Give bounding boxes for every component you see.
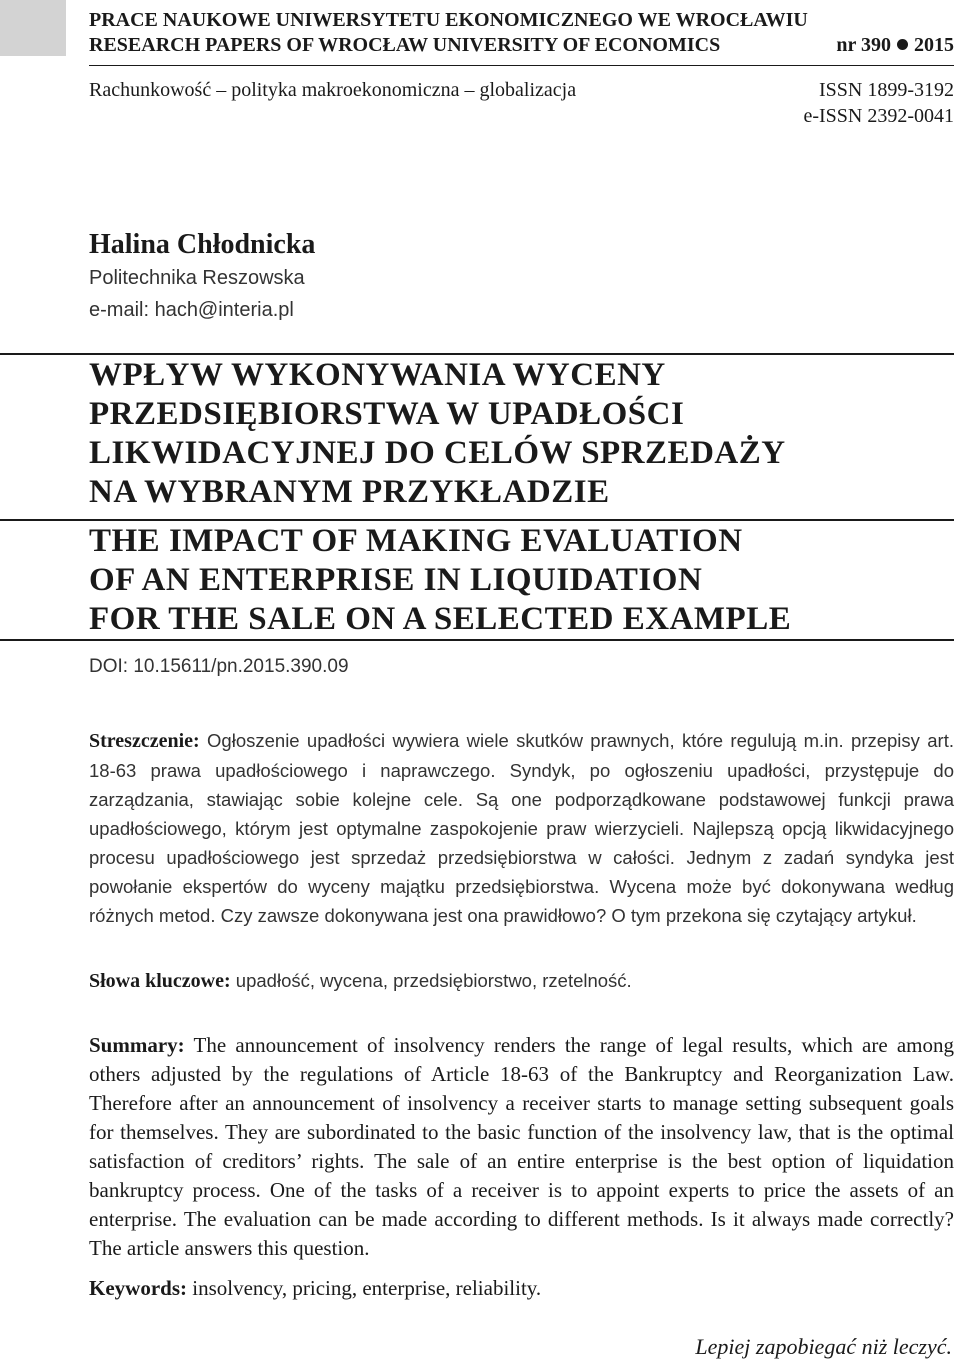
title-english bbox=[89, 522, 954, 639]
journal-name-pl: PRACE NAUKOWE UNIWERSYTETU EKONOMICZNEGO WE WROCŁAWIU bbox=[89, 9, 808, 31]
abstract-pl-label: Streszczenie: bbox=[89, 730, 200, 752]
author-block bbox=[89, 228, 315, 326]
keywords-en-label: Keywords: bbox=[89, 1276, 187, 1300]
title-divider-middle bbox=[0, 519, 954, 521]
header-divider bbox=[89, 65, 954, 66]
motto: Lepiej zapobiegać niż leczyć. bbox=[695, 1334, 952, 1359]
keywords-pl-label: Słowa kluczowe: bbox=[89, 970, 231, 992]
title-pl-line: LIKWIDACYJNEJ DO CELÓW SPRZEDAŻY bbox=[89, 435, 786, 471]
issue-number: nr 390 bbox=[836, 34, 891, 56]
title-pl-line: NA WYBRANYM PRZYKŁADZIE bbox=[89, 474, 610, 510]
issue-info bbox=[836, 33, 954, 58]
title-divider-bottom bbox=[0, 639, 954, 641]
issue-year: 2015 bbox=[914, 34, 954, 56]
author-affiliation: Politechnika Reszowska bbox=[89, 267, 305, 289]
title-polish bbox=[89, 356, 954, 512]
doi: DOI: 10.15611/pn.2015.390.09 bbox=[89, 656, 349, 677]
author-email: e-mail: hach@interia.pl bbox=[89, 299, 294, 321]
bullet-icon bbox=[897, 39, 908, 50]
title-divider-top bbox=[0, 353, 954, 355]
header-gray-block bbox=[0, 0, 66, 56]
eissn: e-ISSN 2392-0041 bbox=[803, 105, 954, 127]
keywords-en-text: insolvency, pricing, enterprise, reliability. bbox=[187, 1276, 542, 1300]
title-pl-line: PRZEDSIĘBIORSTWA W UPADŁOŚCI bbox=[89, 396, 685, 432]
author-name: Halina Chłodnicka bbox=[89, 229, 316, 260]
title-en-line: OF AN ENTERPRISE IN LIQUIDATION bbox=[89, 562, 703, 598]
abstract-pl-text: Ogłoszenie upadłości wywiera wiele skutków prawnych, które regulują m.in. przepisy art. 18-63 prawa upadłościowego i naprawczego. Syndyk, po ogłoszeniu upadłości, przystępuje do zarządzania, stawiając sobie kolejne cele. Są one podporządkowane podstawowej funkcji prawa upadłościowego, którym jest optymalne zaspokojenie praw wierzycieli. Najlepszą opcją likwidacyjnego procesu upadłościowego jest sprzedaż przedsiębiorstwa w całości. Jednym z zadań syndyka jest powołanie ekspertów do wyceny majątku przedsiębiorstwa. Wycena może być dokonywana według różnych metod. Czy zawsze dokonywana jest ona prawidłowo? O tym przekona się czytający artykuł. bbox=[89, 730, 954, 926]
keywords-pl-text: upadłość, wycena, przedsiębiorstwo, rzetelność. bbox=[230, 970, 632, 991]
journal-name-en: RESEARCH PAPERS OF WROCŁAW UNIVERSITY OF ECONOMICS bbox=[89, 34, 721, 56]
title-pl-line: WPŁYW WYKONYWANIA WYCENY bbox=[89, 357, 666, 393]
title-en-line: FOR THE SALE ON A SELECTED EXAMPLE bbox=[89, 601, 792, 637]
publication-meta bbox=[89, 77, 954, 129]
summary-text: The announcement of insolvency renders the range of legal results, which are among others adjusted by the regulations of Article 18-63 of the Bankruptcy and Reorganization Law. Therefore after an announcement of insolvency a receiver starts to manage setting subsequent goals for themselves. They are subordinated to the basic function of the insolvency law, that is the optimal satisfaction of creditors’ rights. The sale of an entire enterprise is the best option of liquidation bankruptcy process. One of the tasks of a receiver is to appoint experts to price the assets of an enterprise. The evaluation can be made according to different methods. Is it always made correctly? The article answers this question. bbox=[89, 1033, 954, 1260]
journal-name-en-row bbox=[89, 33, 954, 58]
summary-label: Summary: bbox=[89, 1033, 185, 1057]
title-en-line: THE IMPACT OF MAKING EVALUATION bbox=[89, 523, 743, 559]
issn: ISSN 1899-3192 bbox=[818, 79, 954, 101]
summary-english bbox=[89, 1031, 954, 1263]
series-name: Rachunkowość – polityka makroekonomiczna – globalizacja bbox=[89, 79, 577, 101]
journal-header bbox=[89, 8, 954, 58]
keywords-english bbox=[89, 1276, 954, 1301]
abstract-polish bbox=[89, 726, 954, 930]
keywords-polish bbox=[89, 970, 954, 993]
